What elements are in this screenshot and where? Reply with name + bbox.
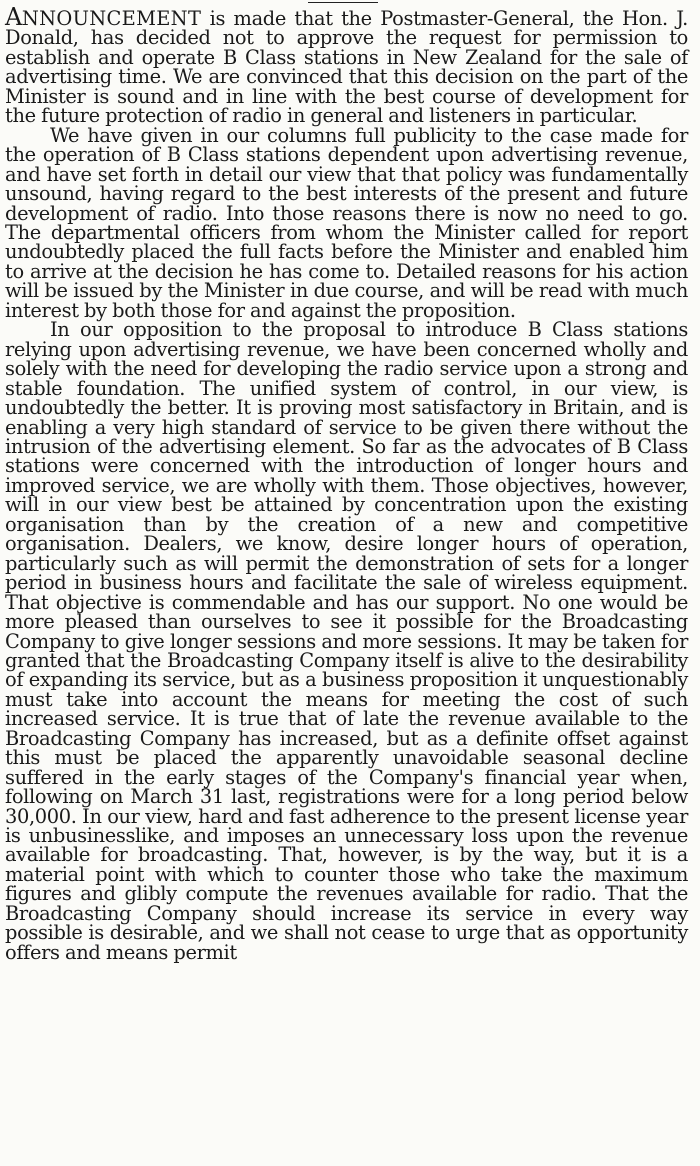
lead-caps: NNOUNCEMENT bbox=[21, 7, 202, 30]
article-paragraph-1 bbox=[5, 3, 688, 128]
editorial-article bbox=[5, 3, 688, 964]
column-rule bbox=[308, 2, 378, 3]
article-paragraph-3: In our opposition to the proposal to introduce B Class stations relying upon advertising revenue, we have been concerned wholly and solely with the need for developing the radio service upon a strong and stable foundation. The unified system of control, in our view, is undoubtedly the better. It is proving most satisfactory in Britain, and is enabling a very high standard of service to be given there without the intrusion of the advertising element. So far as the advocates of B Class stations were concerned with the introduction of longer hours and improved service, we are wholly with them. Those objectives, however, will in our view best be attained by concentration upon the existing organisation than by the creation of a new and competitive organisation. Dealers, we know, desire longer hours of operation, particularly such as will permit the demonstration of sets for a longer period in business hours and facilitate the sale of wireless equipment. That objective is commendable and has our support. No one would be more pleased than ourselves to see it possible for the Broadcasting Company to give longer sessions and more sessions. It may be taken for granted that the Broadcasting Company itself is alive to the desirability of expanding its service, but as a business proposition it unquestionably must take into account the means for meeting the cost of such increased service. It is true that of late the revenue available to the Broadcasting Company has increased, but as a definite offset against this must be placed the apparently unavoidable seasonal decline suffered in the early stages of the Company's financial year when, following on March 31 last, registrations were for a long period below 30,000. In our view, hard and fast adherence to the present license year is unbusinesslike, and imposes an unnecessary loss upon the revenue available for broadcasting. That, however, is by the way, but it is a material point with which to counter those who take the maximum figures and glibly compute the revenues available for radio. That the Broadcasting Company should increase its service in every way possible is desirable, and we shall not cease to urge that as opportunity offers and means permit bbox=[5, 318, 688, 964]
article-paragraph-2: We have given in our columns full publicity to the case made for the operation of B Class stations dependent upon advertising revenue, and have set forth in detail our view that that policy was fundamentally unsound, having regard to the best interests of the present and future development of radio. Into those reasons there is now no need to go. The departmental officers from whom the Minister called for report undoubtedly placed the full facts before the Minister and enabled him to arrive at the decision he has come to. Detailed reasons for his action will be issued by the Minister in due course, and will be read with much interest by both those for and against the proposition. bbox=[5, 123, 688, 322]
lead-initial: A bbox=[5, 3, 22, 31]
lead-text: is made that the Postmaster-General, the Hon. J. Donald, has decided not to approve the request for permission to establish and operate B Class stations in New Zealand for the sale of advertising time. We are convinced that this decision on the part of the Minister is sound and in line with the best course of development for the future protection of radio in general and listeners in particular. bbox=[5, 7, 688, 128]
